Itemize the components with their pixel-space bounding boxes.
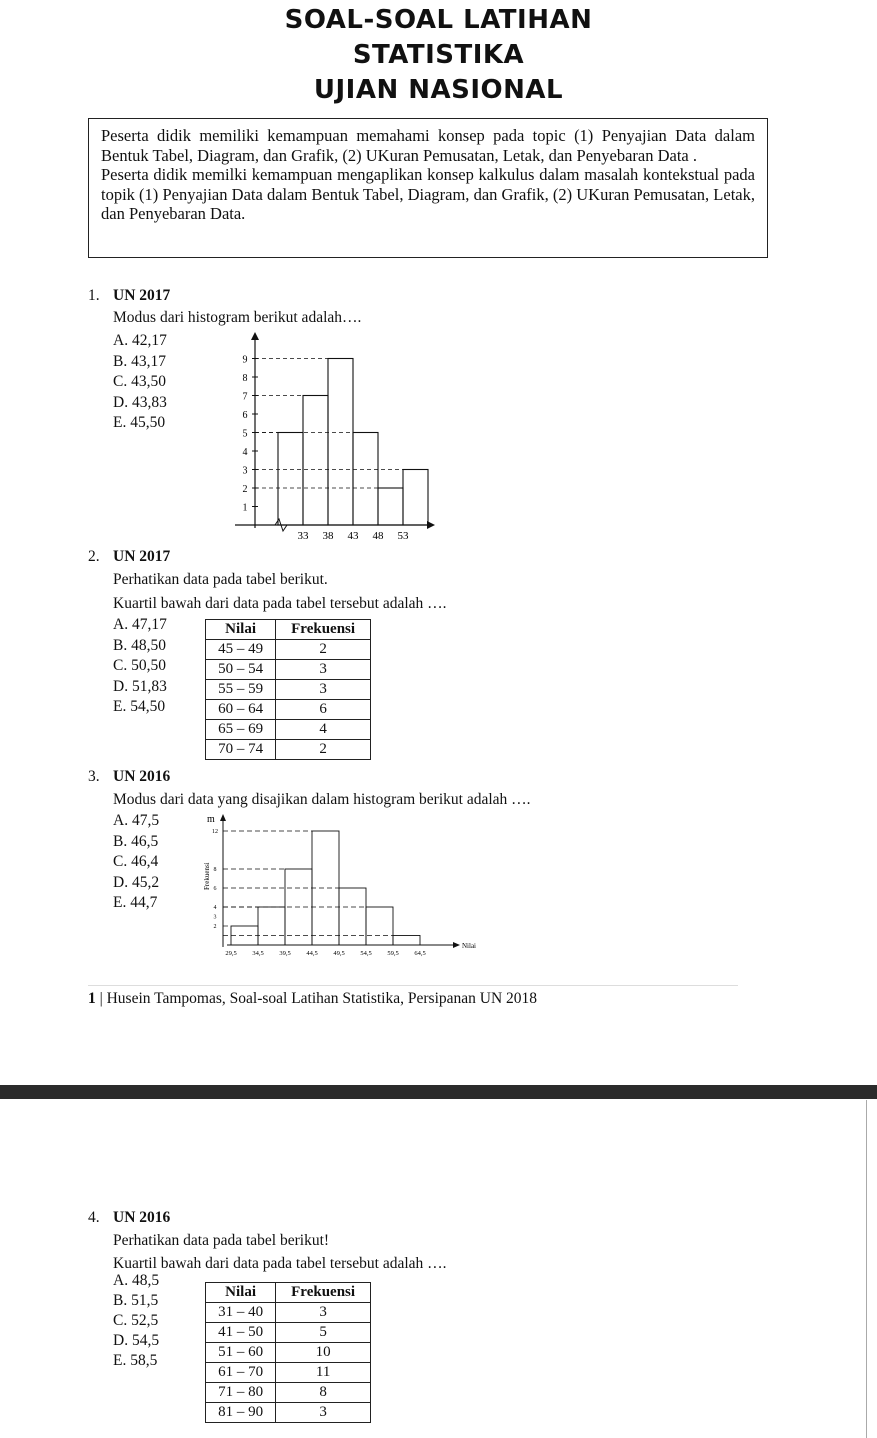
x-axis-arrow xyxy=(453,942,460,948)
page-edge xyxy=(866,1100,867,1438)
q3-option: D. 45,2 xyxy=(113,873,160,891)
table-cell-interval: 45 – 49 xyxy=(206,640,276,660)
x-tick-label: 64,5 xyxy=(414,950,426,957)
table-row xyxy=(206,1403,371,1423)
table-cell-interval: 81 – 90 xyxy=(206,1403,276,1423)
table-row xyxy=(206,660,371,680)
q2-text-1: Perhatikan data pada tabel berikut. xyxy=(113,571,328,588)
q1-option: B. 43,17 xyxy=(113,352,166,370)
table-cell-frequency: 5 xyxy=(276,1323,371,1343)
x-tick-label: 39,5 xyxy=(279,950,291,957)
x-tick-label: 33 xyxy=(297,530,309,542)
title-exam: UJIAN NASIONAL xyxy=(313,75,564,105)
table-cell-frequency: 6 xyxy=(276,700,371,720)
table-cell-frequency: 3 xyxy=(276,680,371,700)
q4-frequency-table xyxy=(205,1282,371,1423)
x-tick-label: 59,5 xyxy=(387,950,399,957)
footer-text: | Husein Tampomas, Soal-soal Latihan Statistika, Persipanan UN 2018 xyxy=(95,990,538,1007)
q3-option: B. 46,5 xyxy=(113,832,159,850)
y-tick-label: 2 xyxy=(213,924,217,930)
q2-option: C. 50,50 xyxy=(113,657,166,674)
histogram-bar xyxy=(403,470,428,526)
table-row xyxy=(206,1363,371,1383)
table-cell-interval: 31 – 40 xyxy=(206,1303,276,1323)
y-axis-arrow xyxy=(220,814,226,821)
competency-text-2: Peserta didik memilki kemampuan mengaplikan konsep kalkulus dalam masalah kontekstual pada topik (1) Penyajian Data dalam Bentuk Tabel, Diagram, dan Grafik, (2) UKuran Pemusatan, Letak, dan Penyebaran Data. xyxy=(101,165,755,223)
table-cell-interval: 41 – 50 xyxy=(206,1323,276,1343)
title-main: SOAL-SOAL LATIHAN xyxy=(284,5,593,35)
q1-number: 1. xyxy=(88,287,100,304)
x-tick-label: 48 xyxy=(372,530,384,542)
x-tick-label: 53 xyxy=(397,530,409,542)
table-header: Nilai xyxy=(206,620,276,640)
q3-text: Modus dari data yang disajikan dalam histogram berikut adalah …. xyxy=(113,791,531,808)
table-cell-frequency: 3 xyxy=(276,1303,371,1323)
table-cell-interval: 50 – 54 xyxy=(206,660,276,680)
table-header: Nilai xyxy=(206,1283,276,1303)
q2-option: D. 51,83 xyxy=(113,677,167,695)
table-row xyxy=(206,740,371,760)
q2-number: 2. xyxy=(88,548,100,565)
q2-option: B. 48,50 xyxy=(113,636,166,654)
q4-option: B. 51,5 xyxy=(113,1292,159,1309)
title-topic: STATISTIKA xyxy=(352,40,525,70)
x-tick-label: 43 xyxy=(347,530,359,542)
table-header: Frekuensi xyxy=(276,620,371,640)
q3-number: 3. xyxy=(88,768,100,785)
y-axis-label: Frekuensi xyxy=(203,862,211,890)
y-tick-label: 8 xyxy=(213,867,217,873)
x-axis-label: Nilai xyxy=(462,942,476,950)
q4-option: A. 48,5 xyxy=(113,1272,160,1289)
competency-text-1: Peserta didik memiliki kemampuan memahami konsep pada topic (1) Penyajian Data dalam Bentuk Tabel, Diagram, dan Grafik, (2) UKuran Pemusatan, Letak, dan Penyebaran Data . xyxy=(101,126,755,165)
histogram-bar xyxy=(353,433,378,526)
q1-option: A. 42,17 xyxy=(113,332,167,349)
q4-heading: UN 2016 xyxy=(113,1209,171,1226)
q3-option: C. 46,4 xyxy=(113,853,159,870)
q4-option: C. 52,5 xyxy=(113,1312,159,1329)
y-tick-label: 7 xyxy=(242,391,248,403)
q4-number: 4. xyxy=(88,1209,100,1226)
histogram-bar xyxy=(278,433,303,526)
table-cell-interval: 70 – 74 xyxy=(206,740,276,760)
footer-page-number: 1 xyxy=(88,990,96,1007)
q2-text-2: Kuartil bawah dari data pada tabel tersebut adalah …. xyxy=(113,595,447,612)
table-cell-frequency: 10 xyxy=(276,1343,371,1363)
q4-option: D. 54,5 xyxy=(113,1332,160,1349)
x-tick-label: 49,5 xyxy=(333,950,345,957)
y-tick-label: 6 xyxy=(242,410,248,421)
x-tick-label: 34,5 xyxy=(252,950,264,957)
y-tick-label: 4 xyxy=(242,447,248,458)
table-row xyxy=(206,680,371,700)
x-tick-label: 54,5 xyxy=(360,950,372,957)
q2-frequency-table xyxy=(205,619,371,760)
y-tick-label: 5 xyxy=(242,428,248,440)
x-tick-label: 44,5 xyxy=(306,950,318,957)
table-cell-frequency: 2 xyxy=(276,640,371,660)
competency-box xyxy=(88,118,768,258)
y-tick-label: 1 xyxy=(242,502,248,514)
y-tick-label: 3 xyxy=(242,465,248,477)
q2-option: A. 47,17 xyxy=(113,616,167,633)
y-tick-label: 2 xyxy=(242,484,248,495)
histogram-bar xyxy=(303,396,328,526)
table-cell-frequency: 2 xyxy=(276,740,371,760)
table-header: Frekuensi xyxy=(276,1283,371,1303)
table-row xyxy=(206,1343,371,1363)
histogram-bar xyxy=(312,831,339,945)
q3-histogram xyxy=(185,812,485,970)
y-axis-arrow xyxy=(251,332,259,340)
table-row xyxy=(206,1323,371,1343)
table-cell-frequency: 3 xyxy=(276,1403,371,1423)
table-cell-frequency: 8 xyxy=(276,1383,371,1403)
q2-option: E. 54,50 xyxy=(113,698,166,715)
q3-option: E. 44,7 xyxy=(113,894,158,911)
q1-text: Modus dari histogram berikut adalah…. xyxy=(113,309,362,326)
page-break-band xyxy=(0,1085,877,1099)
y-tick-label: 8 xyxy=(242,373,248,384)
y-tick-label: 12 xyxy=(212,829,218,835)
histogram-bar xyxy=(339,888,366,945)
q4-option: E. 58,5 xyxy=(113,1352,158,1369)
table-row xyxy=(206,1303,371,1323)
y-tick-label: 6 xyxy=(213,886,217,892)
table-cell-interval: 65 – 69 xyxy=(206,720,276,740)
histogram-bar xyxy=(378,488,403,525)
table-cell-interval: 55 – 59 xyxy=(206,680,276,700)
table-row xyxy=(206,700,371,720)
q3-heading: UN 2016 xyxy=(113,768,171,785)
q3-option: A. 47,5 xyxy=(113,812,160,829)
table-cell-interval: 61 – 70 xyxy=(206,1363,276,1383)
histogram-bar xyxy=(328,359,353,526)
y-tick-label: 9 xyxy=(242,354,248,366)
y-axis-top-label: m xyxy=(207,814,215,825)
table-cell-interval: 60 – 64 xyxy=(206,700,276,720)
table-cell-frequency: 3 xyxy=(276,660,371,680)
q1-heading: UN 2017 xyxy=(113,287,171,304)
page-footer xyxy=(88,990,537,1008)
table-cell-interval: 71 – 80 xyxy=(206,1383,276,1403)
y-tick-label: 4 xyxy=(213,905,217,911)
q4-text-2: Kuartil bawah dari data pada tabel tersebut adalah …. xyxy=(113,1255,447,1272)
q1-option: C. 43,50 xyxy=(113,373,166,390)
histogram-bar xyxy=(258,907,285,945)
histogram-bar xyxy=(366,907,393,945)
y-tick-label: 3 xyxy=(213,914,217,921)
q1-option: E. 45,50 xyxy=(113,414,166,431)
q4-text-1: Perhatikan data pada tabel berikut! xyxy=(113,1232,330,1249)
footer-divider xyxy=(88,985,738,986)
x-tick-label: 29,5 xyxy=(225,950,237,957)
q1-option: D. 43,83 xyxy=(113,393,167,411)
x-tick-label: 38 xyxy=(322,530,334,542)
table-row xyxy=(206,1383,371,1403)
table-cell-interval: 51 – 60 xyxy=(206,1343,276,1363)
table-row xyxy=(206,720,371,740)
histogram-bar xyxy=(393,936,420,946)
table-row xyxy=(206,640,371,660)
q2-heading: UN 2017 xyxy=(113,548,171,565)
table-cell-frequency: 11 xyxy=(276,1363,371,1383)
q1-histogram xyxy=(225,330,445,545)
table-cell-frequency: 4 xyxy=(276,720,371,740)
